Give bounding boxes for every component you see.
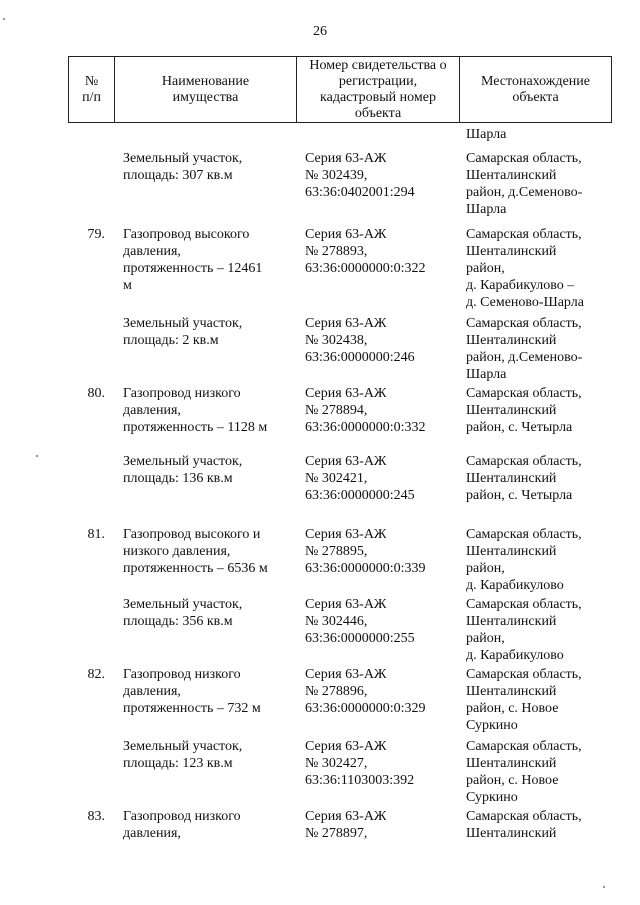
table-row: [68, 453, 612, 526]
header-number: № п/п: [82, 73, 101, 105]
row-name: Газопровод высокого и низкого давления, протяженность – 6536 м: [123, 527, 268, 576]
row-name: Земельный участок, площадь: 356 кв.м: [123, 597, 243, 629]
row-location: Самарская область, Шенталинский район, д.Семеново- Шарла: [466, 151, 583, 217]
row-name: Газопровод низкого давления, протяженность – 1128 м: [123, 386, 268, 435]
table-row: [68, 596, 612, 666]
table-row: [68, 738, 612, 808]
row-name: Газопровод низкого давления, протяженность – 732 м: [123, 667, 261, 716]
row-location: Самарская область, Шенталинский район, д. Карабикулово – д. Семеново-Шарла: [466, 227, 584, 310]
page-number: 26: [313, 24, 327, 39]
scan-speck: [3, 18, 5, 20]
row-name: Земельный участок, площадь: 307 кв.м: [123, 151, 243, 183]
table-row: [68, 666, 612, 738]
row-registration: Серия 63-АЖ № 278894, 63:36:0000000:0:332: [305, 386, 426, 435]
row-number: 79.: [87, 227, 105, 242]
row-registration: Серия 63-АЖ № 302439, 63:36:0402001:294: [305, 151, 415, 200]
table-row: [68, 315, 612, 385]
row-name: Газопровод низкого давления,: [123, 809, 241, 841]
row-number: [68, 315, 113, 385]
row-name: Земельный участок, площадь: 136 кв.м: [123, 454, 243, 486]
table-row: [68, 385, 612, 453]
row-number: [68, 738, 113, 808]
table-row: [68, 226, 612, 315]
header-name: Наименование имущества: [114, 57, 296, 122]
row-number: 81.: [87, 527, 105, 542]
row-registration: [295, 126, 458, 150]
row-number: [68, 453, 113, 526]
row-number: 82.: [87, 667, 105, 682]
row-location: Самарская область, Шенталинский район, д. Карабикулово: [466, 597, 582, 663]
row-name: [113, 126, 295, 150]
row-location: Самарская область, Шенталинский район, д. Карабикулово: [466, 527, 582, 593]
row-registration: Серия 63-АЖ № 302427, 63:36:1103003:392: [305, 739, 415, 788]
table-body: [68, 126, 612, 848]
scan-speck: [36, 455, 38, 457]
row-name: Газопровод высокого давления, протяженность – 12461 м: [123, 227, 263, 293]
row-number: 80.: [87, 386, 105, 401]
table-row: [68, 126, 612, 150]
row-number: 83.: [87, 809, 105, 824]
row-registration: Серия 63-АЖ № 278893, 63:36:0000000:0:322: [305, 227, 426, 276]
row-location: Самарская область, Шенталинский район, с. Новое Суркино: [466, 667, 582, 733]
table-row: [68, 808, 612, 848]
table-row: [68, 526, 612, 596]
header-registration: Номер свидетельства о регистрации, кадастровый номер объекта: [296, 57, 459, 122]
row-registration: Серия 63-АЖ № 278896, 63:36:0000000:0:329: [305, 667, 426, 716]
row-name: Земельный участок, площадь: 2 кв.м: [123, 316, 243, 348]
row-number: [68, 150, 113, 226]
row-location: Самарская область, Шенталинский район, с. Новое Суркино: [466, 739, 582, 805]
row-number: [68, 126, 113, 150]
row-registration: Серия 63-АЖ № 302446, 63:36:0000000:255: [305, 597, 415, 646]
row-location: Самарская область, Шенталинский: [466, 809, 582, 841]
row-registration: Серия 63-АЖ № 278897,: [305, 809, 387, 841]
scan-speck: [603, 886, 605, 888]
table-row: [68, 150, 612, 226]
row-name: Земельный участок, площадь: 123 кв.м: [123, 739, 243, 771]
row-registration: Серия 63-АЖ № 278895, 63:36:0000000:0:339: [305, 527, 426, 576]
table-header: [68, 56, 612, 123]
row-location: Самарская область, Шенталинский район, д.Семеново- Шарла: [466, 316, 583, 382]
row-location: Шарла: [466, 127, 507, 142]
row-registration: Серия 63-АЖ № 302438, 63:36:0000000:246: [305, 316, 415, 365]
row-location: Самарская область, Шенталинский район, с. Четырла: [466, 386, 582, 435]
header-location: Местонахождение объекта: [459, 57, 611, 122]
row-registration: Серия 63-АЖ № 302421, 63:36:0000000:245: [305, 454, 415, 503]
row-location: Самарская область, Шенталинский район, с. Четырла: [466, 454, 582, 503]
row-number: [68, 596, 113, 666]
